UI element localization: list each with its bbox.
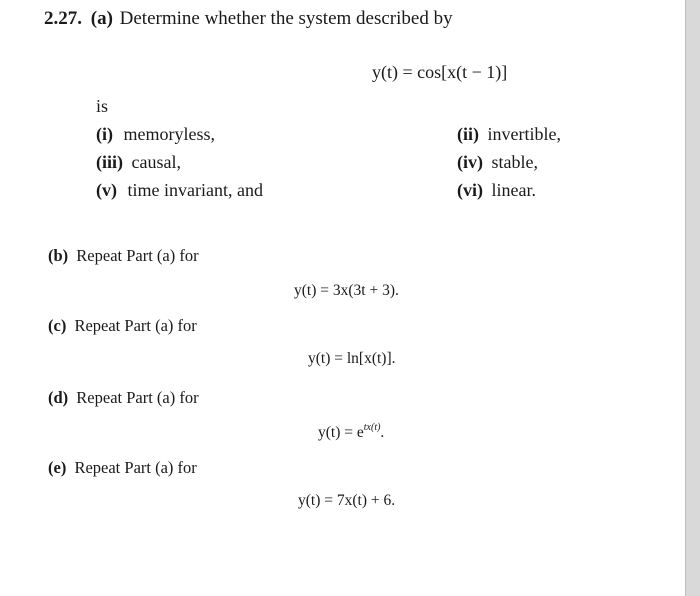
property-label: (vi) xyxy=(457,180,483,200)
property-label: (v) xyxy=(96,180,117,200)
part-c xyxy=(48,316,197,336)
property-text: invertible, xyxy=(487,124,561,144)
part-e-text: Repeat Part (a) for xyxy=(74,458,197,477)
problem-number: 2.27. xyxy=(44,8,82,29)
property-text: time invariant, and xyxy=(127,180,263,200)
part-b-label: (b) xyxy=(48,246,69,265)
part-c-text: Repeat Part (a) for xyxy=(74,316,197,335)
page-edge-strip xyxy=(685,0,700,596)
equation-d-base: y(t) = e xyxy=(318,424,364,441)
is-text: is xyxy=(96,96,109,116)
property-i xyxy=(96,124,215,145)
property-ii xyxy=(457,124,561,145)
part-a-text: Determine whether the system described by xyxy=(119,8,453,29)
property-iii xyxy=(96,152,181,173)
part-d-text: Repeat Part (a) for xyxy=(76,388,199,407)
problem-header xyxy=(44,8,453,30)
property-vi xyxy=(457,180,536,201)
part-d xyxy=(48,388,199,408)
part-e xyxy=(48,458,197,478)
part-b xyxy=(48,246,199,266)
property-label: (iv) xyxy=(457,152,483,172)
part-a-label: (a) xyxy=(90,8,113,29)
equation-d-end: . xyxy=(380,424,385,441)
property-v xyxy=(96,180,263,201)
equation-c: y(t) = ln[x(t)]. xyxy=(308,350,396,367)
part-e-label: (e) xyxy=(48,458,67,477)
property-text: causal, xyxy=(131,152,181,172)
equation-a: y(t) = cos[x(t − 1)] xyxy=(372,62,508,82)
equation-e: y(t) = 7x(t) + 6. xyxy=(298,492,396,509)
part-b-text: Repeat Part (a) for xyxy=(76,246,199,265)
property-text: stable, xyxy=(491,152,538,172)
property-label: (iii) xyxy=(96,152,123,172)
part-c-label: (c) xyxy=(48,316,67,335)
property-text: memoryless, xyxy=(123,124,215,144)
property-label: (ii) xyxy=(457,124,479,144)
property-iv xyxy=(457,152,538,173)
equation-d xyxy=(318,424,384,442)
part-d-label: (d) xyxy=(48,388,69,407)
property-label: (i) xyxy=(96,124,113,144)
equation-b: y(t) = 3x(3t + 3). xyxy=(294,282,399,299)
equation-d-exponent: tx(t) xyxy=(363,422,381,433)
property-text: linear. xyxy=(491,180,536,200)
